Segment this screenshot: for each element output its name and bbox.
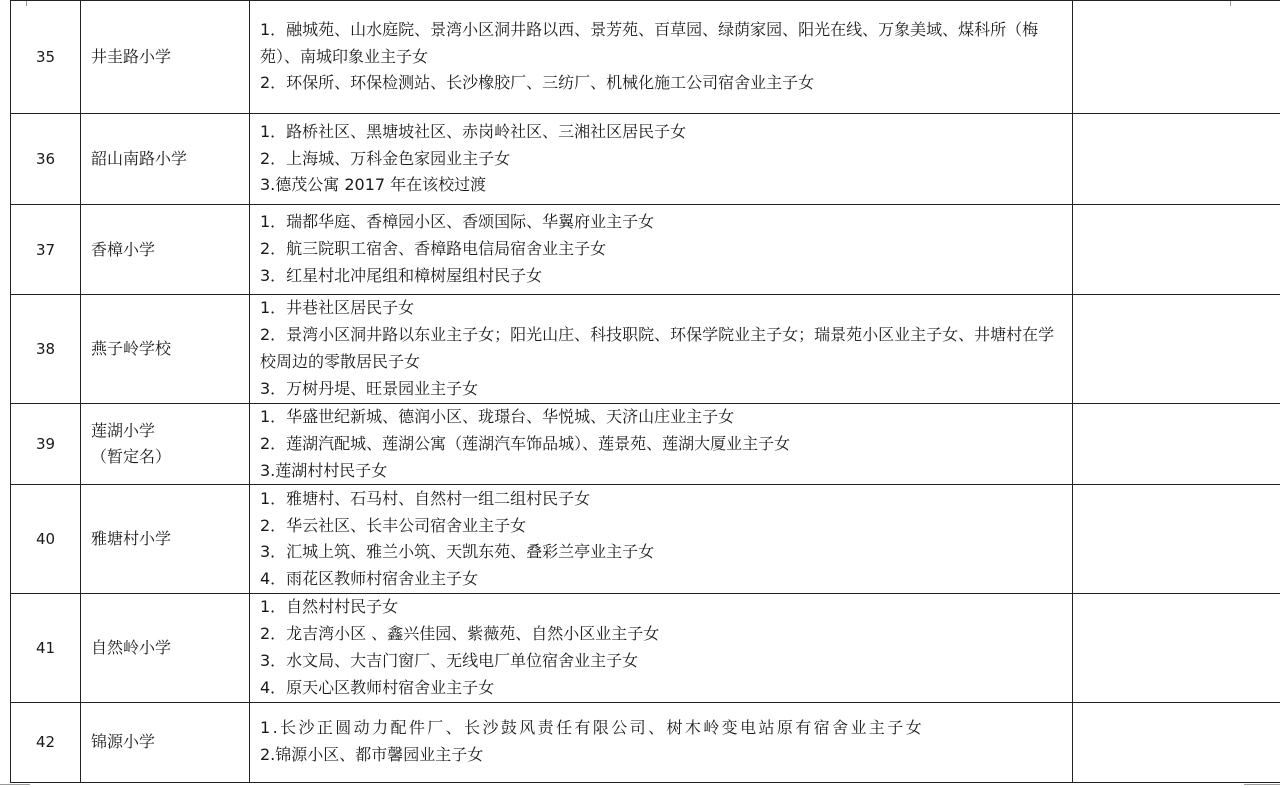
school-name: 自然岭小学 <box>91 637 172 657</box>
enrollment-area-cell <box>250 1 1073 114</box>
school-name: 锦源小学 <box>91 732 156 752</box>
enrollment-area-item: 3．水文局、大吉门窗厂、无线电厂单位宿舍业主子女 <box>260 650 639 670</box>
enrollment-area-item: 1．华盛世纪新城、德润小区、珑璟台、华悦城、天济山庄业主子女 <box>260 407 735 426</box>
notes-cell <box>1073 702 1280 782</box>
notes-cell <box>1073 485 1280 594</box>
school-name-note: （暂定名） <box>91 447 172 467</box>
enrollment-area-item: 4．雨花区教师村宿舍业主子女 <box>260 569 479 589</box>
school-name-cell <box>81 404 250 485</box>
notes-cell <box>1073 404 1280 485</box>
enrollment-area-item: 1．路桥社区、黑塘坡社区、赤岗岭社区、三湘社区居民子女 <box>260 121 687 141</box>
school-zone-table <box>10 0 1280 783</box>
notes-cell <box>1073 1 1280 114</box>
table-row <box>11 1 1280 114</box>
row-number: 38 <box>11 295 81 404</box>
table-row <box>11 594 1280 702</box>
table-row <box>11 295 1280 404</box>
enrollment-area-item: 2．华云社区、长丰公司宿舍业主子女 <box>260 515 527 535</box>
enrollment-area-item: 2．环保所、环保检测站、长沙橡胶厂、三纺厂、机械化施工公司宿舍业主子女 <box>260 73 815 93</box>
school-name-cell <box>81 1 250 114</box>
crop-mark-bottom-right <box>1244 784 1280 785</box>
enrollment-area-item: 3．汇城上筑、雅兰小筑、天凯东苑、叠彩兰亭业主子女 <box>260 542 655 562</box>
enrollment-area-item: 2．上海城、万科金色家园业主子女 <box>260 148 511 168</box>
enrollment-area-cell <box>250 295 1073 404</box>
school-name: 燕子岭学校 <box>91 339 172 358</box>
enrollment-area-item: 1．融城苑、山水庭院、景湾小区洞井路以西、景芳苑、百草园、绿荫家园、阳光在线、万象美域、煤科所（梅苑）、南城印象业主子女 <box>260 19 1039 66</box>
enrollment-area-cell <box>250 702 1073 782</box>
enrollment-area-item: 2．莲湖汽配城、莲湖公寓（莲湖汽车饰品城）、莲景苑、莲湖大厦业主子女 <box>260 433 791 453</box>
row-number: 41 <box>11 594 81 702</box>
school-name: 井圭路小学 <box>91 47 172 66</box>
enrollment-area-item: 3．红星村北冲尾组和樟树屋组村民子女 <box>260 265 543 285</box>
table-row <box>11 485 1280 594</box>
school-name: 香樟小学 <box>91 239 156 259</box>
school-name-cell <box>81 594 250 702</box>
school-name: 雅塘村小学 <box>91 529 172 549</box>
enrollment-area-item: 2.锦源小区、都市馨园业主子女 <box>260 745 484 765</box>
enrollment-area-item: 1．雅塘村、石马村、自然村一组二组村民子女 <box>260 488 591 508</box>
row-number: 42 <box>11 702 81 782</box>
enrollment-area-item: 2．景湾小区洞井路以东业主子女；阳光山庄、科技职院、环保学院业主子女；瑞景苑小区业主子女、井塘村在学校周边的零散居民子女 <box>260 325 1055 371</box>
row-number: 40 <box>11 485 81 594</box>
school-name-cell <box>81 114 250 205</box>
row-number: 39 <box>11 404 81 485</box>
notes-cell <box>1073 594 1280 702</box>
enrollment-area-item: 4．原天心区教师村宿舍业主子女 <box>260 677 495 697</box>
enrollment-area-item: 1．井巷社区居民子女 <box>260 298 415 318</box>
school-name: 莲湖小学 <box>91 421 156 441</box>
table-row <box>11 404 1280 485</box>
notes-cell <box>1073 205 1280 295</box>
enrollment-area-item: 1．瑞都华庭、香樟园小区、香颂国际、华翼府业主子女 <box>260 212 655 232</box>
table-row <box>11 702 1280 782</box>
row-number: 37 <box>11 205 81 295</box>
enrollment-area-item: 3.德茂公寓 2017 年在该校过渡 <box>260 175 487 195</box>
enrollment-area-item: 1．自然村村民子女 <box>260 597 399 617</box>
table-body <box>11 1 1280 783</box>
notes-cell <box>1073 114 1280 205</box>
enrollment-area-cell <box>250 205 1073 295</box>
enrollment-area-cell <box>250 485 1073 594</box>
row-number: 36 <box>11 114 81 205</box>
school-name-cell <box>81 485 250 594</box>
table-row <box>11 114 1280 205</box>
enrollment-area-item: 3．万树丹堤、旺景园业主子女 <box>260 378 479 398</box>
table-row <box>11 205 1280 295</box>
school-name: 韶山南路小学 <box>91 149 188 168</box>
school-name-cell <box>81 702 250 782</box>
enrollment-area-cell <box>250 114 1073 205</box>
crop-mark-bottom-left <box>0 784 30 785</box>
enrollment-area-item: 2．龙吉湾小区 、鑫兴佳园、紫薇苑、自然小区业主子女 <box>260 624 660 644</box>
school-name-cell <box>81 295 250 404</box>
row-number: 35 <box>11 1 81 114</box>
school-name-cell <box>81 205 250 295</box>
enrollment-area-cell <box>250 404 1073 485</box>
notes-cell <box>1073 295 1280 404</box>
enrollment-area-item: 2．航三院职工宿舍、香樟路电信局宿舍业主子女 <box>260 239 607 259</box>
enrollment-area-item: 1.长沙正圆动力配件厂、长沙鼓风责任有限公司、树木岭变电站原有宿舍业主子女 <box>260 718 925 738</box>
enrollment-area-cell <box>250 594 1073 702</box>
enrollment-area-item: 3.莲湖村村民子女 <box>260 460 388 480</box>
